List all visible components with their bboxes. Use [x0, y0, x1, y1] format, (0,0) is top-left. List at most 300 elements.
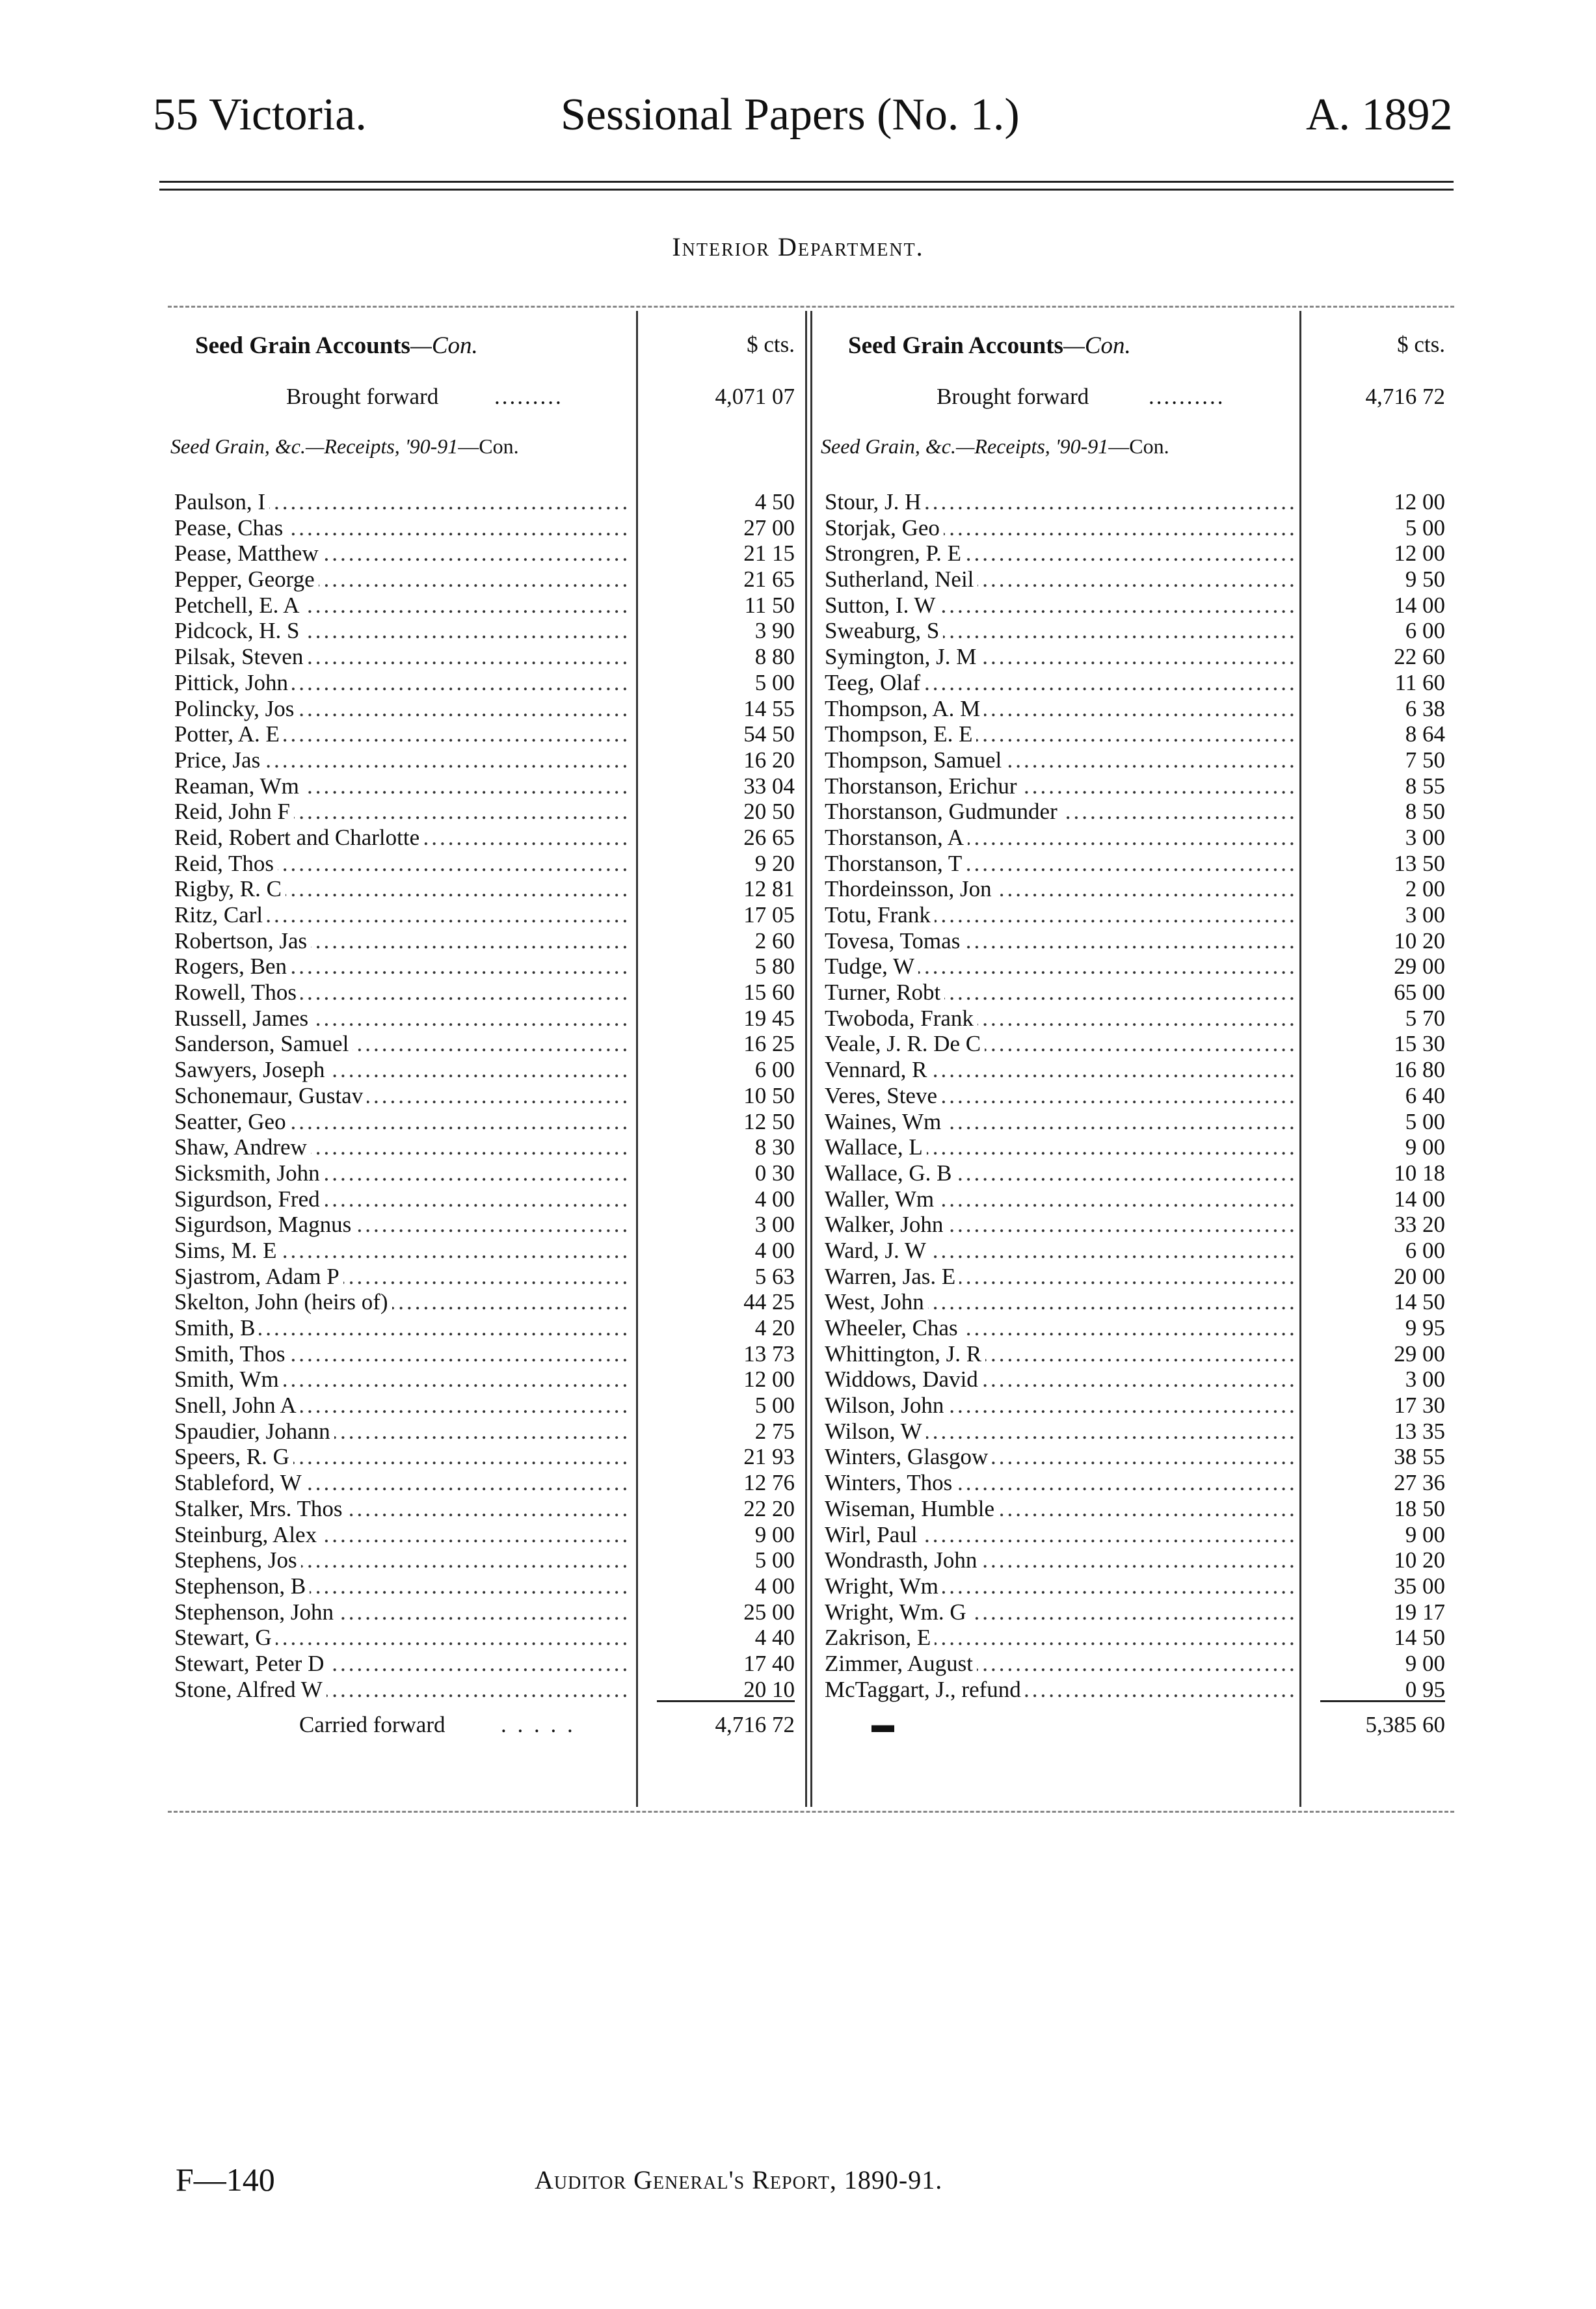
- right-brought-forward-amount: 4,716 72: [1365, 384, 1445, 409]
- right-subheading-text: Seed Grain, &c.—Receipts, '90-91: [821, 434, 1109, 458]
- payee-name: Price, Jas: [174, 747, 264, 773]
- amount-cell: 13 73: [743, 1341, 795, 1367]
- amount-cell: 9 00: [754, 1521, 795, 1547]
- amount-cell: 9 50: [1405, 567, 1445, 593]
- table-row: [825, 567, 1294, 593]
- amount-cell: 38 55: [1394, 1444, 1445, 1470]
- amount-cell: 12 00: [1394, 541, 1445, 567]
- table-row: [825, 1651, 1294, 1677]
- amount-cell: 4 00: [754, 1186, 795, 1212]
- table-row: [825, 1083, 1294, 1109]
- amount-cell: 8 30: [754, 1134, 795, 1160]
- table-row: [174, 1496, 630, 1522]
- right-title-con: —Con.: [1063, 332, 1131, 359]
- table-row: [174, 515, 630, 541]
- table-row: [825, 1160, 1294, 1186]
- payee-name: Vennard, R: [825, 1057, 931, 1082]
- table-row: [825, 1522, 1294, 1548]
- payee-name: Storjak, Geo: [825, 515, 944, 541]
- payee-name: Sigurdson, Fred: [174, 1186, 324, 1212]
- payee-name: Whittington, J. R: [825, 1341, 985, 1367]
- table-row: [174, 1444, 630, 1470]
- table-row: [825, 1625, 1294, 1651]
- payee-name: Ward, J. W: [825, 1238, 930, 1263]
- payee-name: Winters, Glasgow: [825, 1444, 992, 1469]
- header-rule-bottom: [159, 189, 1454, 191]
- payee-name: Stephenson, John: [174, 1599, 338, 1625]
- payee-name: Speers, R. G: [174, 1444, 293, 1469]
- amount-cell: 6 40: [1405, 1082, 1445, 1108]
- payee-name: Petchell, E. A: [174, 593, 303, 618]
- payee-name: Stour, J. H: [825, 489, 925, 514]
- amount-cell: 4 00: [754, 1573, 795, 1599]
- payee-name: Totu, Frank: [825, 902, 935, 928]
- table-row: [174, 980, 630, 1006]
- table-row: [825, 618, 1294, 644]
- payee-name: Thordeinsson, Jon: [825, 876, 996, 901]
- payee-name: Sutton, I. W: [825, 593, 939, 618]
- table-row: [174, 1393, 630, 1419]
- table-row: [825, 670, 1294, 696]
- table-row: [825, 489, 1294, 515]
- table-row: [825, 1031, 1294, 1057]
- amount-cell: 7 50: [1405, 747, 1445, 773]
- table-bottom-rule: [168, 1811, 1454, 1813]
- right-subheading: [821, 434, 1169, 459]
- payee-name: Reid, Robert and Charlotte: [174, 825, 423, 850]
- payee-name: Wilson, John: [825, 1393, 948, 1418]
- amount-cell: 17 40: [743, 1650, 795, 1676]
- payee-name: Teeg, Olaf: [825, 670, 924, 695]
- table-row: [825, 799, 1294, 825]
- amount-cell: 18 50: [1394, 1495, 1445, 1521]
- table-row: [174, 1212, 630, 1238]
- amount-cell: 8 50: [1405, 799, 1445, 825]
- table-row: [825, 1341, 1294, 1367]
- left-subheading-text: Seed Grain, &c.—Receipts, '90-91: [170, 434, 459, 458]
- payee-name: Strongren, P. E: [825, 541, 965, 566]
- table-row: [825, 721, 1294, 747]
- left-column-title: [195, 332, 478, 360]
- table-row: [825, 1109, 1294, 1135]
- payee-name: Pittick, John: [174, 670, 292, 695]
- left-sum-rule: [657, 1700, 795, 1702]
- table-row: [174, 928, 630, 954]
- amount-cell: 4 50: [754, 489, 795, 514]
- payee-name: Sweaburg, S: [825, 618, 943, 643]
- header-sessional-papers: Sessional Papers (No. 1.): [561, 90, 1020, 140]
- center-rule-a: [805, 311, 807, 1807]
- table-row: [825, 515, 1294, 541]
- payee-name: Zakrison, E: [825, 1625, 935, 1650]
- table-row: [174, 1651, 630, 1677]
- amount-cell: 12 00: [743, 1367, 795, 1393]
- payee-name: Spaudier, Johann: [174, 1419, 334, 1444]
- table-row: [825, 593, 1294, 619]
- table-row: [174, 1573, 630, 1599]
- payee-name: Stableford, W: [174, 1470, 306, 1495]
- right-total-amount: 5,385 60: [1365, 1712, 1445, 1737]
- department-title: Interior Department.: [672, 232, 924, 261]
- left-subheading-con: —Con.: [458, 434, 519, 458]
- payee-name: Reaman, Wm: [174, 773, 303, 799]
- amount-cell: 0 30: [754, 1160, 795, 1186]
- payee-name: Smith, Thos: [174, 1341, 289, 1367]
- payee-name: Waines, Wm: [825, 1109, 945, 1134]
- table-row: [825, 1238, 1294, 1264]
- amount-cell: 14 50: [1394, 1625, 1445, 1651]
- table-row: [825, 980, 1294, 1006]
- amount-cell: 20 10: [743, 1676, 795, 1702]
- table-row: [174, 567, 630, 593]
- payee-name: Winters, Thos: [825, 1470, 956, 1495]
- amount-cell: 5 00: [754, 1547, 795, 1573]
- right-brought-forward-leader: ..........: [1149, 384, 1225, 409]
- table-row: [825, 1057, 1294, 1083]
- table-row: [825, 1547, 1294, 1573]
- table-row: [825, 1367, 1294, 1393]
- amount-cell: 5 00: [754, 1393, 795, 1419]
- amount-cell: 8 64: [1405, 721, 1445, 747]
- left-title-con: —Con.: [410, 332, 478, 359]
- amount-cell: 44 25: [743, 1289, 795, 1315]
- table-row: [825, 1419, 1294, 1445]
- table-row: [174, 825, 630, 851]
- payee-name: Thompson, A. M: [825, 696, 984, 721]
- left-brought-forward-label: Brought forward: [286, 384, 439, 409]
- table-row: [825, 928, 1294, 954]
- amount-cell: 17 30: [1394, 1393, 1445, 1419]
- table-row: [174, 1289, 630, 1315]
- table-row: [825, 1599, 1294, 1625]
- table-row: [825, 825, 1294, 851]
- table-row: [174, 1625, 630, 1651]
- payee-name: Thorstanson, T: [825, 851, 966, 876]
- amount-cell: 3 00: [1405, 1367, 1445, 1393]
- right-amounts-list: [1314, 489, 1445, 1702]
- table-row: [825, 851, 1294, 877]
- payee-name: Pidcock, H. S: [174, 618, 304, 643]
- amount-cell: 4 00: [754, 1237, 795, 1263]
- amount-cell: 5 00: [1405, 514, 1445, 541]
- payee-name: Skelton, John (heirs of): [174, 1289, 392, 1315]
- payee-name: Wirl, Paul: [825, 1522, 921, 1547]
- payee-name: Sawyers, Joseph: [174, 1057, 328, 1082]
- amount-cell: 12 76: [743, 1470, 795, 1496]
- amount-cell: 21 65: [743, 567, 795, 593]
- amount-cell: 9 00: [1405, 1650, 1445, 1676]
- payee-name: Potter, A. E: [174, 721, 284, 747]
- amount-cell: 29 00: [1394, 954, 1445, 980]
- payee-name: Stalker, Mrs. Thos: [174, 1496, 347, 1521]
- amount-cell: 22 60: [1394, 644, 1445, 670]
- amount-cell: 4 40: [754, 1625, 795, 1651]
- amount-cell: 16 80: [1394, 1057, 1445, 1083]
- table-row: [174, 644, 630, 670]
- table-row: [825, 1315, 1294, 1341]
- table-row: [174, 1109, 630, 1135]
- table-row: [174, 876, 630, 902]
- left-subheading: [170, 434, 519, 459]
- amount-cell: 0 95: [1405, 1676, 1445, 1702]
- amount-cell: 5 80: [754, 954, 795, 980]
- amount-cell: 2 00: [1405, 876, 1445, 902]
- table-row: [825, 1393, 1294, 1419]
- amount-cell: 5 00: [754, 669, 795, 695]
- table-row: [825, 1496, 1294, 1522]
- table-row: [825, 1470, 1294, 1496]
- left-money-header: $ cts.: [747, 332, 795, 357]
- table-row: [825, 747, 1294, 773]
- payee-name: Rowell, Thos: [174, 980, 300, 1005]
- amount-cell: 12 50: [743, 1108, 795, 1134]
- amount-cell: 16 25: [743, 1031, 795, 1057]
- table-row: [825, 954, 1294, 980]
- left-amount-rule: [636, 311, 638, 1807]
- table-row: [174, 593, 630, 619]
- amount-cell: 17 05: [743, 902, 795, 928]
- payee-name: Wondrasth, John: [825, 1547, 981, 1573]
- amount-cell: 13 50: [1394, 850, 1445, 876]
- payee-name: Steinburg, Alex: [174, 1522, 321, 1547]
- amount-cell: 9 00: [1405, 1134, 1445, 1160]
- header-volume: 55 Victoria.: [153, 90, 367, 140]
- payee-name: Symington, J. M: [825, 644, 980, 669]
- payee-name: Reid, Thos: [174, 851, 278, 876]
- payee-name: Thompson, Samuel: [825, 747, 1005, 773]
- table-row: [174, 489, 630, 515]
- payee-name: Robertson, Jas: [174, 928, 311, 954]
- table-row: [174, 1367, 630, 1393]
- amount-cell: 22 20: [743, 1495, 795, 1521]
- table-row: [825, 1212, 1294, 1238]
- payee-name: Wright, Wm. G: [825, 1599, 970, 1625]
- amount-cell: 19 45: [743, 1005, 795, 1031]
- right-brought-forward-label: Brought forward: [937, 384, 1089, 409]
- table-row: [174, 1057, 630, 1083]
- payee-name: Thompson, E. E: [825, 721, 976, 747]
- amount-cell: 5 63: [754, 1263, 795, 1289]
- amount-cell: 14 55: [743, 695, 795, 721]
- payee-name: Pease, Matthew: [174, 541, 323, 566]
- payee-name: Widdows, David: [825, 1367, 982, 1392]
- table-row: [174, 1419, 630, 1445]
- payee-name: Thorstanson, Gudmunder: [825, 799, 1061, 824]
- table-row: [825, 902, 1294, 928]
- left-names-list: [174, 489, 630, 1702]
- table-row: [174, 1315, 630, 1341]
- table-row: [174, 721, 630, 747]
- table-row: [174, 696, 630, 722]
- right-amount-rule: [1299, 311, 1301, 1807]
- left-title-bold: Seed Grain Accounts: [195, 332, 410, 359]
- table-row: [174, 799, 630, 825]
- payee-name: Wright, Wm: [825, 1573, 942, 1599]
- payee-name: Twoboda, Frank: [825, 1006, 978, 1031]
- table-row: [825, 1444, 1294, 1470]
- payee-name: Snell, John A: [174, 1393, 300, 1418]
- amount-cell: 6 00: [1405, 1237, 1445, 1263]
- payee-name: Sigurdson, Magnus: [174, 1212, 355, 1237]
- payee-name: Wheeler, Chas: [825, 1315, 962, 1341]
- table-row: [825, 1677, 1294, 1703]
- amount-cell: 10 20: [1394, 928, 1445, 954]
- right-column-title: [848, 332, 1131, 360]
- table-row: [174, 1186, 630, 1212]
- amount-cell: 10 50: [743, 1082, 795, 1108]
- amount-cell: 20 00: [1394, 1263, 1445, 1289]
- right-sum-rule: [1320, 1700, 1445, 1702]
- amount-cell: 6 38: [1405, 695, 1445, 721]
- amount-cell: 8 80: [754, 644, 795, 670]
- payee-name: Pease, Chas: [174, 515, 287, 541]
- amount-cell: 6 00: [754, 1057, 795, 1083]
- table-row: [825, 1134, 1294, 1160]
- right-title-bold: Seed Grain Accounts: [848, 332, 1063, 359]
- payee-name: Stewart, G: [174, 1625, 276, 1650]
- payee-name: Walker, John: [825, 1212, 947, 1237]
- payee-name: Seatter, Geo: [174, 1109, 290, 1134]
- payee-name: Zimmer, August: [825, 1651, 977, 1676]
- amount-cell: 9 95: [1405, 1315, 1445, 1341]
- payee-name: Wiseman, Humble: [825, 1496, 998, 1521]
- payee-name: Stewart, Peter D: [174, 1651, 328, 1676]
- table-row: [825, 876, 1294, 902]
- payee-name: Sutherland, Neil: [825, 567, 978, 592]
- table-row: [174, 618, 630, 644]
- table-row: [825, 1573, 1294, 1599]
- table-row: [174, 1238, 630, 1264]
- payee-name: Shaw, Andrew: [174, 1134, 311, 1160]
- table-row: [825, 1264, 1294, 1290]
- table-row: [174, 773, 630, 799]
- amount-cell: 14 00: [1394, 1186, 1445, 1212]
- right-subheading-con: —Con.: [1108, 434, 1169, 458]
- table-row: [174, 1006, 630, 1032]
- table-row: [825, 541, 1294, 567]
- table-row: [174, 1134, 630, 1160]
- table-row: [174, 1677, 630, 1703]
- payee-name: Waller, Wm: [825, 1186, 938, 1212]
- table-row: [825, 644, 1294, 670]
- table-row: [174, 747, 630, 773]
- amount-cell: 3 00: [754, 1212, 795, 1238]
- payee-name: Polincky, Jos: [174, 696, 298, 721]
- table-row: [174, 1547, 630, 1573]
- amount-cell: 19 17: [1394, 1599, 1445, 1625]
- payee-name: Sicksmith, John: [174, 1160, 324, 1186]
- footer-page-number: F—140: [176, 2161, 275, 2198]
- payee-name: Tudge, W: [825, 954, 918, 979]
- table-row: [825, 1186, 1294, 1212]
- amount-cell: 33 20: [1394, 1212, 1445, 1238]
- payee-name: Stephens, Jos: [174, 1547, 301, 1573]
- payee-name: Sjastrom, Adam P: [174, 1264, 343, 1289]
- payee-name: Smith, B: [174, 1315, 259, 1341]
- amount-cell: 11 60: [1394, 669, 1445, 695]
- payee-name: Rogers, Ben: [174, 954, 291, 979]
- amount-cell: 15 30: [1394, 1031, 1445, 1057]
- left-brought-forward-leader: .........: [494, 384, 563, 409]
- table-row: [174, 954, 630, 980]
- amount-cell: 9 00: [1405, 1521, 1445, 1547]
- amount-cell: 10 18: [1394, 1160, 1445, 1186]
- payee-name: Tovesa, Tomas: [825, 928, 964, 954]
- table-row: [174, 1264, 630, 1290]
- payee-name: Thorstanson, Erichur: [825, 773, 1020, 799]
- amount-cell: 25 00: [743, 1599, 795, 1625]
- amount-cell: 14 00: [1394, 592, 1445, 618]
- amount-cell: 3 90: [754, 618, 795, 644]
- payee-name: Ritz, Carl: [174, 902, 267, 928]
- left-carried-forward-amount: 4,716 72: [715, 1712, 795, 1737]
- payee-name: Stephenson, B: [174, 1573, 310, 1599]
- payee-name: West, John: [825, 1289, 928, 1315]
- amount-cell: 3 00: [1405, 824, 1445, 850]
- payee-name: Schonemaur, Gustav: [174, 1083, 367, 1108]
- payee-name: Wilson, W: [825, 1419, 926, 1444]
- payee-name: Pilsak, Steven: [174, 644, 307, 669]
- payee-name: Paulson, I: [174, 489, 269, 514]
- amount-cell: 2 75: [754, 1418, 795, 1444]
- amount-cell: 27 00: [743, 514, 795, 541]
- amount-cell: 35 00: [1394, 1573, 1445, 1599]
- table-row: [825, 1006, 1294, 1032]
- amount-cell: 3 00: [1405, 902, 1445, 928]
- payee-name: McTaggart, J., refund: [825, 1677, 1025, 1702]
- amount-cell: 5 70: [1405, 1005, 1445, 1031]
- amount-cell: 14 50: [1394, 1289, 1445, 1315]
- amount-cell: 12 81: [743, 876, 795, 902]
- left-brought-forward-amount: 4,071 07: [715, 384, 795, 409]
- header-rule-top: [159, 181, 1454, 183]
- amount-cell: 65 00: [1394, 980, 1445, 1006]
- amount-cell: 26 65: [743, 824, 795, 850]
- amount-cell: 13 35: [1394, 1418, 1445, 1444]
- payee-name: Rigby, R. C: [174, 876, 286, 901]
- table-row: [825, 696, 1294, 722]
- table-row: [825, 773, 1294, 799]
- payee-name: Wallace, G. B: [825, 1160, 955, 1186]
- right-money-header: $ cts.: [1397, 332, 1445, 357]
- table-row: [174, 1599, 630, 1625]
- amount-cell: 33 04: [743, 773, 795, 799]
- amount-cell: 27 36: [1394, 1470, 1445, 1496]
- payee-name: Veale, J. R. De C: [825, 1031, 985, 1056]
- payee-name: Veres, Steve: [825, 1083, 941, 1108]
- left-amounts-list: [650, 489, 795, 1702]
- center-rule-b: [810, 311, 812, 1807]
- amount-cell: 20 50: [743, 799, 795, 825]
- right-names-list: [825, 489, 1294, 1702]
- amount-cell: 11 50: [744, 592, 795, 618]
- amount-cell: 4 20: [754, 1315, 795, 1341]
- payee-name: Reid, John F: [174, 799, 294, 824]
- table-row: [174, 541, 630, 567]
- table-row: [174, 902, 630, 928]
- amount-cell: 6 00: [1405, 618, 1445, 644]
- amount-cell: 21 93: [743, 1444, 795, 1470]
- amount-cell: 54 50: [743, 721, 795, 747]
- amount-cell: 15 60: [743, 980, 795, 1006]
- table-row: [174, 1083, 630, 1109]
- table-row: [174, 1031, 630, 1057]
- table-top-rule: [168, 306, 1454, 308]
- payee-name: Stone, Alfred W: [174, 1677, 326, 1702]
- table-row: [825, 1289, 1294, 1315]
- amount-cell: 5 00: [1405, 1108, 1445, 1134]
- table-row: [174, 670, 630, 696]
